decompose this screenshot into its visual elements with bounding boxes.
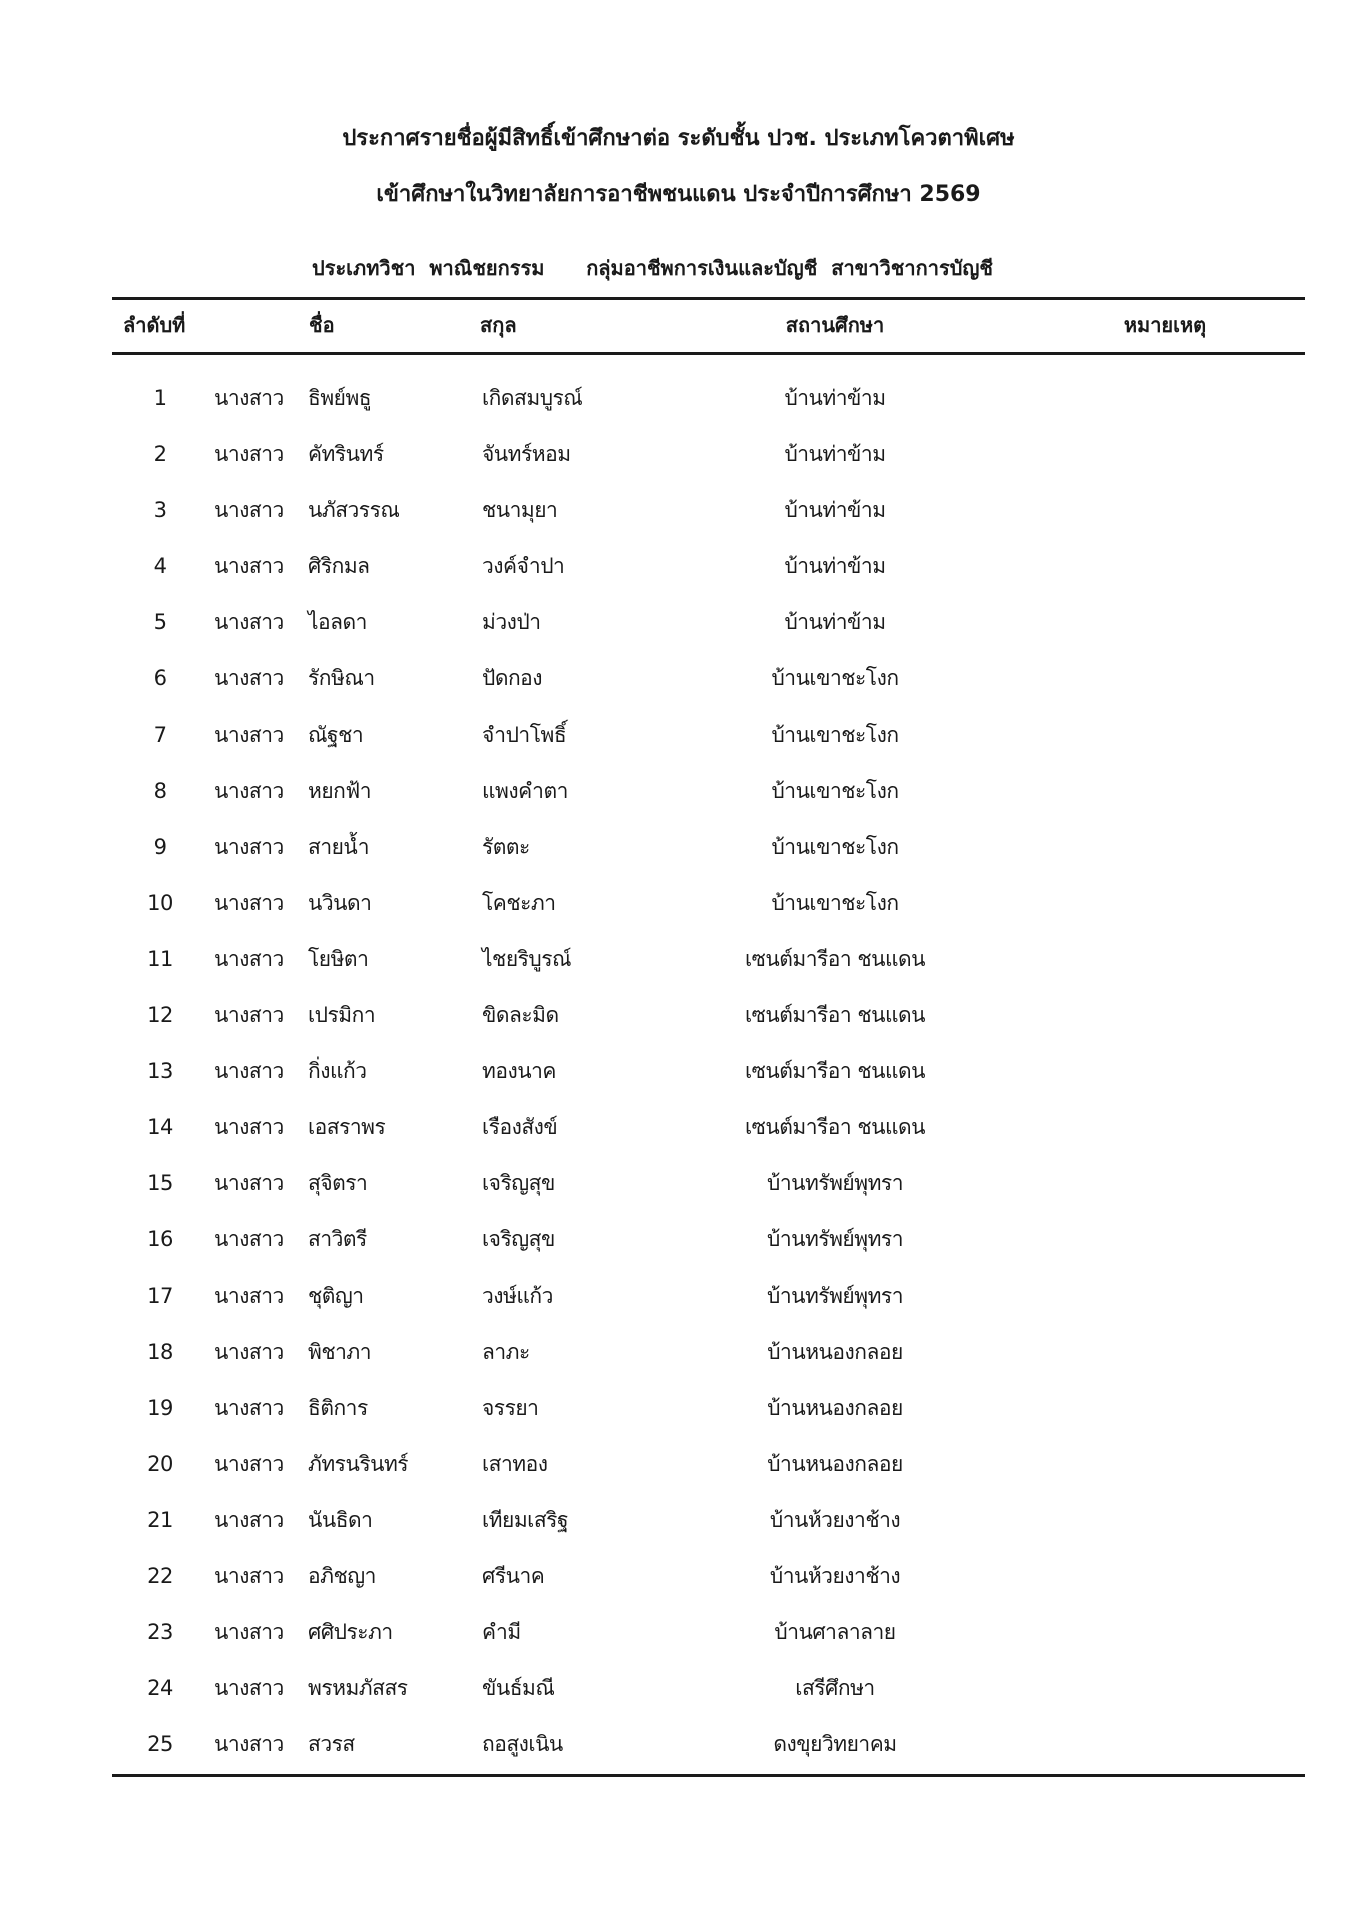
row-title: นางสาว [214, 1620, 284, 1645]
table-row [0, 1614, 1357, 1670]
table-row [0, 885, 1357, 941]
row-seq: 11 [147, 946, 173, 971]
table-row [0, 773, 1357, 829]
row-title: นางสาว [214, 834, 284, 859]
row-title: นางสาว [214, 554, 284, 579]
row-title: นางสาว [214, 778, 284, 803]
row-first-name: เปรมิกา [308, 1003, 376, 1028]
row-surname: รัตตะ [482, 834, 530, 859]
row-title: นางสาว [214, 1339, 284, 1364]
row-seq: 13 [147, 1059, 173, 1084]
row-title: นางสาว [214, 610, 284, 635]
row-title: นางสาว [214, 666, 284, 691]
row-school: บ้านห้วยงาช้าง [769, 1563, 901, 1588]
row-first-name: ภัทรนรินทร์ [308, 1451, 409, 1476]
row-school: บ้านเขาชะโงก [771, 890, 899, 915]
row-first-name: สายน้ำ [308, 834, 370, 859]
row-first-name: อภิชญา [308, 1563, 376, 1588]
announcement-subtitle: เข้าศึกษาในวิทยาลัยการอาชีพชนแดน ประจำปีการศึกษา 2569 [376, 182, 981, 207]
row-seq: 24 [147, 1676, 173, 1701]
row-school: บ้านห้วยงาช้าง [769, 1507, 901, 1532]
table-row [0, 829, 1357, 885]
row-first-name: ธิติการ [308, 1395, 368, 1420]
row-seq: 10 [147, 890, 173, 915]
row-seq: 25 [147, 1732, 173, 1757]
row-first-name: ณัฐชา [308, 722, 364, 747]
row-surname: ขันธ์มณี [482, 1676, 555, 1701]
row-title: นางสาว [214, 946, 284, 971]
row-title: นางสาว [214, 1115, 284, 1140]
row-surname: ถอสูงเนิน [482, 1732, 563, 1757]
table-row [0, 1670, 1357, 1726]
major: สาขาวิชาการบัญชี [831, 256, 994, 280]
table-row [0, 1446, 1357, 1502]
row-seq: 2 [153, 442, 167, 467]
row-first-name: หยกฟ้า [308, 778, 372, 803]
row-seq: 17 [147, 1283, 173, 1308]
row-title: นางสาว [214, 1676, 284, 1701]
row-surname: เสาทอง [482, 1451, 548, 1476]
row-surname: ศรีนาค [482, 1563, 545, 1588]
row-school: บ้านท่าข้าม [784, 498, 886, 523]
row-first-name: สุจิตรา [308, 1171, 368, 1196]
table-row [0, 1165, 1357, 1221]
row-first-name: รักษิณา [308, 666, 375, 691]
row-school: บ้านท่าข้าม [784, 554, 886, 579]
row-surname: จำปาโพธิ์ [482, 722, 567, 747]
row-surname: ไชยริบูรณ์ [482, 946, 571, 971]
row-seq: 1 [153, 386, 167, 410]
row-title: นางสาว [214, 386, 284, 410]
table-row [0, 1558, 1357, 1614]
row-surname: ลาภะ [482, 1339, 530, 1364]
column-header-school: สถานศึกษา [785, 313, 885, 337]
row-title: นางสาว [214, 1283, 284, 1308]
row-surname: ม่วงป่า [482, 610, 541, 635]
row-title: นางสาว [214, 1563, 284, 1588]
row-seq: 23 [147, 1620, 173, 1645]
row-seq: 21 [147, 1507, 173, 1532]
table-row [0, 660, 1357, 716]
row-seq: 7 [153, 722, 167, 747]
row-surname: คำมี [482, 1620, 521, 1645]
row-school: บ้านทรัพย์พุทรา [766, 1283, 903, 1308]
row-surname: โคชะภา [482, 890, 556, 915]
row-title: นางสาว [214, 1171, 284, 1196]
row-school: บ้านท่าข้าม [784, 610, 886, 635]
table-header-rule [112, 352, 1305, 355]
occupation-group: กลุ่มอาชีพการเงินและบัญชี [586, 256, 818, 280]
row-school: บ้านท่าข้าม [784, 386, 886, 410]
row-surname: จันทร์หอม [482, 442, 571, 467]
table-row [0, 1109, 1357, 1165]
row-seq: 4 [153, 554, 167, 579]
table-row [0, 941, 1357, 997]
row-school: บ้านหนองกลอย [767, 1339, 903, 1364]
row-title: นางสาว [214, 1003, 284, 1028]
row-title: นางสาว [214, 722, 284, 747]
row-school: บ้านเขาชะโงก [771, 722, 899, 747]
row-school: เสรีศึกษา [795, 1676, 875, 1701]
row-surname: วงษ์แก้ว [482, 1283, 553, 1308]
row-first-name: นันธิดา [308, 1507, 373, 1532]
row-first-name: กิ่งแก้ว [308, 1059, 367, 1084]
row-first-name: นวินดา [308, 890, 372, 915]
row-first-name: ธิพย์พธู [308, 386, 372, 410]
row-school: เซนต์มารีอา ชนแดน [744, 1115, 926, 1140]
row-title: นางสาว [214, 498, 284, 523]
row-seq: 15 [147, 1171, 173, 1196]
row-surname: จรรยา [482, 1395, 539, 1420]
table-row [0, 380, 1357, 436]
row-school: บ้านทรัพย์พุทรา [766, 1171, 903, 1196]
row-first-name: โยษิตา [308, 946, 369, 971]
row-title: นางสาว [214, 1507, 284, 1532]
column-header-seq: ลำดับที่ [123, 313, 186, 337]
row-seq: 8 [153, 778, 167, 803]
row-seq: 9 [153, 834, 167, 859]
row-surname: วงค์จำปา [482, 554, 565, 579]
row-first-name: ไอลดา [308, 610, 367, 635]
row-surname: ปัดกอง [482, 666, 543, 691]
row-surname: ชนามุยา [482, 498, 558, 523]
row-first-name: สวรส [308, 1732, 355, 1757]
row-school: เซนต์มารีอา ชนแดน [744, 946, 926, 971]
table-top-rule [112, 297, 1305, 300]
row-first-name: ชุติญา [308, 1283, 364, 1308]
table-row [0, 492, 1357, 548]
row-first-name: คัทรินทร์ [308, 442, 384, 467]
row-title: นางสาว [214, 890, 284, 915]
row-school: บ้านหนองกลอย [767, 1451, 903, 1476]
row-surname: แพงคำตา [482, 778, 568, 803]
row-title: นางสาว [214, 1732, 284, 1757]
column-header-note: หมายเหตุ [1123, 313, 1207, 337]
row-seq: 5 [153, 610, 167, 635]
row-seq: 16 [147, 1227, 173, 1252]
row-seq: 6 [153, 666, 167, 691]
row-surname: ทองนาค [482, 1059, 556, 1084]
row-seq: 19 [147, 1395, 173, 1420]
row-seq: 22 [147, 1563, 173, 1588]
row-school: บ้านหนองกลอย [767, 1395, 903, 1420]
row-school: เซนต์มารีอา ชนแดน [744, 1003, 926, 1028]
row-school: บ้านเขาชะโงก [771, 834, 899, 859]
row-surname: ขิดละมิด [482, 1003, 559, 1028]
table-bottom-rule [112, 1774, 1305, 1777]
row-school: บ้านเขาชะโงก [771, 778, 899, 803]
row-school: บ้านท่าข้าม [784, 442, 886, 467]
row-first-name: นภัสวรรณ [308, 498, 400, 523]
table-row [0, 1278, 1357, 1334]
row-first-name: พิชาภา [308, 1339, 372, 1364]
row-surname: เจริญสุข [482, 1171, 555, 1196]
table-row [0, 1053, 1357, 1109]
row-seq: 14 [147, 1115, 173, 1140]
subject-type: พาณิชยกรรม [429, 256, 545, 280]
row-school: ดงขุยวิทยาคม [773, 1732, 897, 1757]
table-row [0, 1334, 1357, 1390]
row-school: บ้านทรัพย์พุทรา [766, 1227, 903, 1252]
row-seq: 12 [147, 1003, 173, 1028]
column-header-surname: สกุล [480, 313, 517, 337]
row-surname: เกิดสมบูรณ์ [482, 386, 583, 410]
row-surname: เจริญสุข [482, 1227, 555, 1252]
row-school: บ้านศาลาลาย [774, 1620, 896, 1645]
row-first-name: พรหมภัสสร [308, 1676, 408, 1701]
row-title: นางสาว [214, 1395, 284, 1420]
table-body [0, 380, 1357, 1782]
row-title: นางสาว [214, 442, 284, 467]
row-first-name: ศศิประภา [308, 1620, 393, 1645]
table-row [0, 1221, 1357, 1277]
row-seq: 3 [153, 498, 167, 523]
table-row [0, 548, 1357, 604]
program-info [312, 253, 993, 283]
row-first-name: ศิริกมล [308, 554, 370, 579]
row-surname: เรืองสังข์ [482, 1115, 558, 1140]
row-first-name: สาวิตรี [308, 1227, 367, 1252]
row-seq: 18 [147, 1339, 173, 1364]
row-title: นางสาว [214, 1227, 284, 1252]
table-row [0, 1502, 1357, 1558]
row-first-name: เอสราพร [308, 1115, 386, 1140]
row-title: นางสาว [214, 1059, 284, 1084]
row-surname: เทียมเสริฐ [482, 1507, 569, 1532]
row-title: นางสาว [214, 1451, 284, 1476]
table-row [0, 436, 1357, 492]
announcement-title: ประกาศรายชื่อผู้มีสิทธิ์เข้าศึกษาต่อ ระดับชั้น ปวช. ประเภทโควตาพิเศษ [342, 126, 1015, 151]
table-row [0, 717, 1357, 773]
table-row [0, 997, 1357, 1053]
table-row [0, 1390, 1357, 1446]
row-school: เซนต์มารีอา ชนแดน [744, 1059, 926, 1084]
table-row [0, 604, 1357, 660]
row-seq: 20 [147, 1451, 173, 1476]
row-school: บ้านเขาชะโงก [771, 666, 899, 691]
column-header-name: ชื่อ [309, 313, 335, 337]
subject-type-label: ประเภทวิชา [312, 256, 416, 280]
